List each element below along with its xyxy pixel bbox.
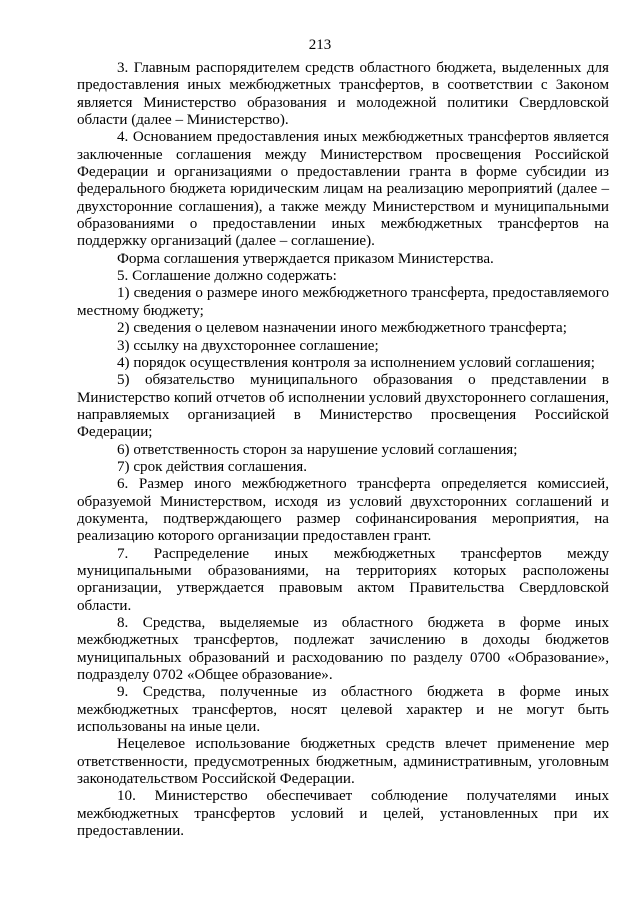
document-body <box>77 60 609 840</box>
paragraph-agreement-form: Форма соглашения утверждается приказом Министерства. <box>117 250 494 267</box>
list-item-3: 3) ссылку на двухстороннее соглашение; <box>117 337 379 354</box>
paragraph-10-compliance: 10. Министерство обеспечивает соблюдение получателями иных межбюджетных трансфертов условий и целей, установленных при их предоставлении. <box>77 788 609 840</box>
list-item-6: 6) ответственность сторон за нарушение условий соглашения; <box>117 441 518 458</box>
paragraph-7-distribution: 7. Распределение иных межбюджетных трансфертов между муниципальными образованиями, на территориях которых расположены организации, утверждается правовым актом Правительства Свердловской области. <box>77 545 609 614</box>
paragraph-8-funds-crediting: 8. Средства, выделяемые из областного бюджета в форме иных межбюджетных трансфертов, подлежат зачислению в доходы бюджетов муниципальных образований и расходованию по разделу 0700 «Образование», подразделу 0702 «Общее образование». <box>77 615 609 684</box>
list-item-2: 2) сведения о целевом назначении иного межбюджетного трансферта; <box>117 320 567 337</box>
paragraph-misuse-liability: Нецелевое использование бюджетных средств влечет применение мер ответственности, предусмотренных бюджетным, административным, уголовным законодательством Российской Федерации. <box>77 736 609 788</box>
paragraph-9-targeted-use: 9. Средства, полученные из областного бюджета в форме иных межбюджетных трансфертов, носят целевой характер и не могут быть использованы на иные цели. <box>77 684 609 736</box>
list-item-1: 1) сведения о размере иного межбюджетного трансферта, предоставляемого местному бюджету; <box>77 285 609 319</box>
page-number: 213 <box>308 37 332 53</box>
list-item-4: 4) порядок осуществления контроля за исполнением условий соглашения; <box>117 354 595 371</box>
paragraph-4-grounds: 4. Основанием предоставления иных межбюджетных трансфертов является заключенные соглашения между Министерством просвещения Российской Федерации и организациями о предоставлении гранта в форме субсидии из федерального бюджета юридическим лицам на реализацию мероприятий (далее – двухсторонние соглашения), а также между Министерством и муниципальными образованиями о предоставлении иных межбюджетных трансфертов на поддержку организаций (далее – соглашение). <box>77 129 609 250</box>
list-item-7: 7) срок действия соглашения. <box>117 458 308 475</box>
paragraph-6-transfer-size: 6. Размер иного межбюджетного трансферта определяется комиссией, образуемой Министерством, исходя из условий двухсторонних соглашений и документа, подтверждающего размер софинансирования мероприятия, на реализацию которого организации предоставлен грант. <box>77 476 609 545</box>
paragraph-5-agreement-content: 5. Соглашение должно содержать: <box>117 268 337 285</box>
list-item-5: 5) обязательство муниципального образования о представлении в Министерство копий отчетов об исполнении условий двухстороннего соглашения, направляемых организацией в Министерство просвещения Российской Федерации; <box>77 372 609 441</box>
paragraph-3-chief-administrator: 3. Главным распорядителем средств областного бюджета, выделенных для предоставления иных межбюджетных трансфертов, в соответствии с Законом является Министерство образования и молодежной политики Свердловской области (далее – Министерство). <box>77 60 609 129</box>
